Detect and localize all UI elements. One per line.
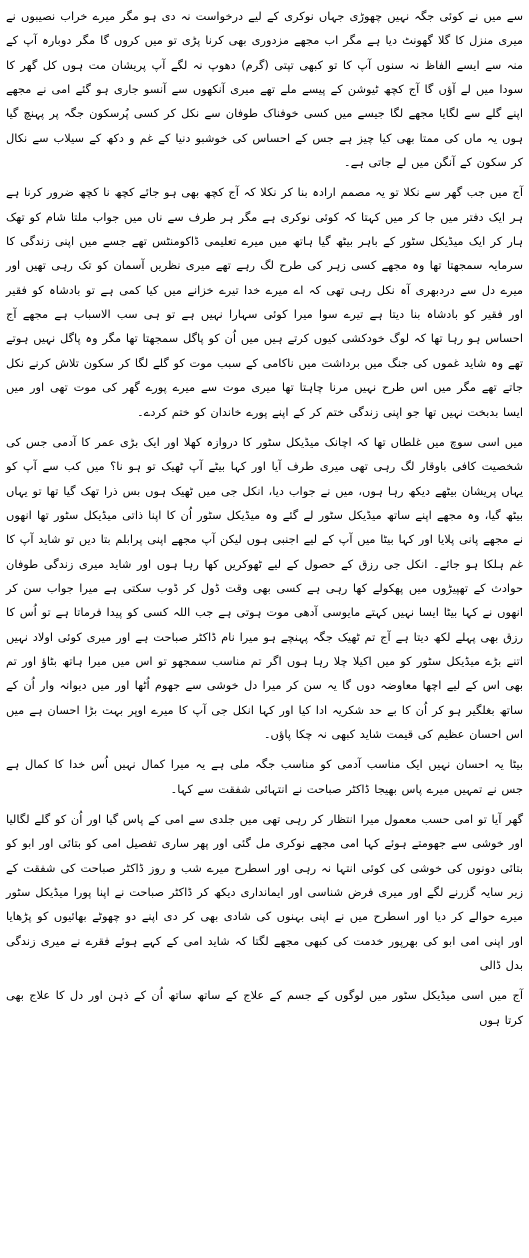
paragraph-job-search: سے میں نے کوئی جگہ نہیں چھوڑی جہاں نوکری کے لیے درخواست نہ دی ہو مگر میرے خراب نصیبوں نے میری منزل کا گلا گھونٹ دیا ہے مگر اب مجھے مزدوری بھی کرنا پڑی تو میں کروں گا مگر دوبارہ آپ کے منہ سے ایسے الفاظ نہ سنوں آپ کا تو کبھی تپتی (گرم) دھوپ نہ لگے آپ پریشان مت ہوں کل گھر کا سودا میں لے آؤں گا آج کچھ ٹیوشن کے پیسے ملے تھے میری آنکھوں سے آنسو جاری ہو گئے امی نے مجھے اپنے گلے سے لگایا مجھے لگا جیسے میں کسی خوفناک طوفان سے نکل کر کسی پُرسکون جگہ پر پہنچ گیا ہوں یہ ماں کی ممتا بھی کیا چیز ہے جس کے احساس کی خوشبو دنیا کے غم و دکھ کے سیلاب سے نکال کر سکون کے آنگن میں لے جاتی ہے۔ [6, 9, 523, 170]
paragraph-resolve: آج میں جب گھر سے نکلا تو یہ مصمم ارادہ بنا کر نکلا کہ آج کچھ بھی ہو جائے کچھ نا کچھ ضرور کرنا ہے ہر ایک دفتر میں جا کر میں کہتا کہ کوئی نوکری ہے مگر ہر طرف سے ناں میں جواب ملتا شام کو تھک ہار کر ایک میڈیکل سٹور کے باہر بیٹھ گیا ہاتھ میں میرے تعلیمی ڈاکومنٹس تھے جسے میں اپنی زندگی کا سرمایہ سمجھتا تھا وہ مجھے کسی زہر کی طرح لگ رہے تھے میری نظریں آسمان کو تک رہی تھیں اور میرے دل سے دردبھری آہ نکل رہی تھی کہ اے میرے خدا تیرے خزانے میں کیا کمی ہے تو بادشاہ کو فقیر اور فقیر کو بادشاہ بنا دیتا ہے تیرے سوا میرا کوئی سہارا نہیں ہے تو ہی سب الاسباب ہے مجھے آج احساس ہو رہا تھا کہ لوگ خودکشی کیوں کرتے ہیں میں اُن کو پاگل سمجھتا تھا مگر وہ پاگل نہیں ہوتے تھے وہ شاید غموں کی جنگ میں برداشت میں ناکامی کے سبب موت کو گلے لگا کر سکون تلاش کرنے نکل جاتے تھے مگر میں اس طرح نہیں مرنا چاہتا تھا میری موت سے میرے پورے گھر کی موت تھی اور میں ایسا بدبخت نہیں تھا جو اپنی زندگی ختم کر کے اپنے پورے خاندان کو ختم کردے۔ [6, 185, 523, 419]
paragraph-doctor-reply: بیٹا یہ احسان نہیں ایک مناسب آدمی کو مناسب جگہ ملی ہے یہ میرا کمال نہیں اُس خدا کا کمال ہے جس نے تمہیں میرے پاس بھیجا ڈاکٹر صباحت نے انتہائی شفقت سے کہا۔ [6, 757, 523, 796]
paragraph-home: گھر آیا تو امی حسب معمول میرا انتظار کر رہی تھی میں جلدی سے امی کے پاس گیا اور اُن کو گلے لگالیا اور خوشی سے جھومتے ہوئے کہا امی مجھے نوکری مل گئی اور پھر ساری تفصیل امی کو بتائی اور ابو کو بتائی دونوں کی خوشی کی کوئی انتہا نہ رہی اور اسطرح میرے شب و روز ڈاکٹر صباحت کی شفقت کے زیر سایہ گزرنے لگے اور میری فرض شناسی اور ایمانداری دیکھ کر ڈاکٹر صباحت نے اپنا پورا میڈیکل سٹور میرے حوالے کر دیا اور اسطرح میں نے اپنی بہنوں کی شادی بھی کر دی اپنے دو چھوٹے بھائیوں کو پڑھایا اور اپنی امی ابو کی بھرپور خدمت کی کبھی مجھے لگتا کہ شاید امی کے کہے ہوئے فقرے نے میری زندگی بدل ڈالی [6, 812, 523, 973]
paragraph-medical-store: میں اسی سوچ میں غلطاں تھا کہ اچانک میڈیکل سٹور کا دروازہ کھلا اور ایک بڑی عمر کا آدمی جس کی شخصیت کافی باوقار لگ رہی تھی میری طرف آیا اور کہا بیٹے آپ ٹھیک تو ہو نا؟ میں کب سے آپ کو یہاں پریشان بیٹھے دیکھ رہا ہوں، میں نے جواب دیا، انکل جی میں ٹھیک ہوں بس ذرا تھک گیا تھا تو یہاں بیٹھ گیا، وہ مجھے اپنے ساتھ میڈیکل سٹور لے گئے وہ میڈیکل سٹور اُن کا اپنا ذاتی میڈیکل سٹور تھا انھوں نے مجھے پانی پلایا اور کہا بیٹا میں آپ کے لیے اجنبی ہوں لیکن آپ مجھے اپنی پرابلم بتا دیں تو شاید آپ کا غم ہلکا ہو جائے۔ انکل جی رزق کے حصول کے لیے ٹھوکریں کھا رہا ہوں اور شاید میری زندگی طوفان حوادث کے تھپیڑوں میں پھکولے کھا رہی ہے کسی بھی وقت ڈول کر ڈوب سکتی ہے میرا جواب سن کر انھوں نے کہا بیٹا ایسا نہیں کہتے مایوسی آدھی موت ہوتی ہے جب اللہ کسی کو پیدا فرماتا ہے تو اُس کا رزق بھی پہلے لکھ دیتا ہے آج تم ٹھیک جگہ پہنچے ہو میرا نام ڈاکٹر صباحت ہے اور میری کوئی اولاد نہیں اتنے بڑے میڈیکل سٹور کو میں اکیلا چلا رہا ہوں اگر تم مناسب سمجھو تو اس میں میرا ہاتھ بٹاؤ اور تم بھی اس کے لیے اچھا معاوضہ دوں گا یہ سن کر میرا دل خوشی سے جھوم اُٹھا اور میں دیوانہ وار اُن کے ساتھ بغلگیر ہو کر اُن کا بے حد شکریہ ادا کیا اور کہا انکل جی آپ کا میرے اوپر بہت بڑا احسان ہے میں اس احسان عظیم کی قیمت شاید کبھی نہ چکا پاؤں۔ [6, 434, 523, 741]
paragraph-closing: آج میں اسی میڈیکل سٹور میں لوگوں کے جسم کے علاج کے ساتھ ساتھ اُن کے ذہن اور دل کا علاج بھی کرتا ہوں [6, 988, 523, 1027]
